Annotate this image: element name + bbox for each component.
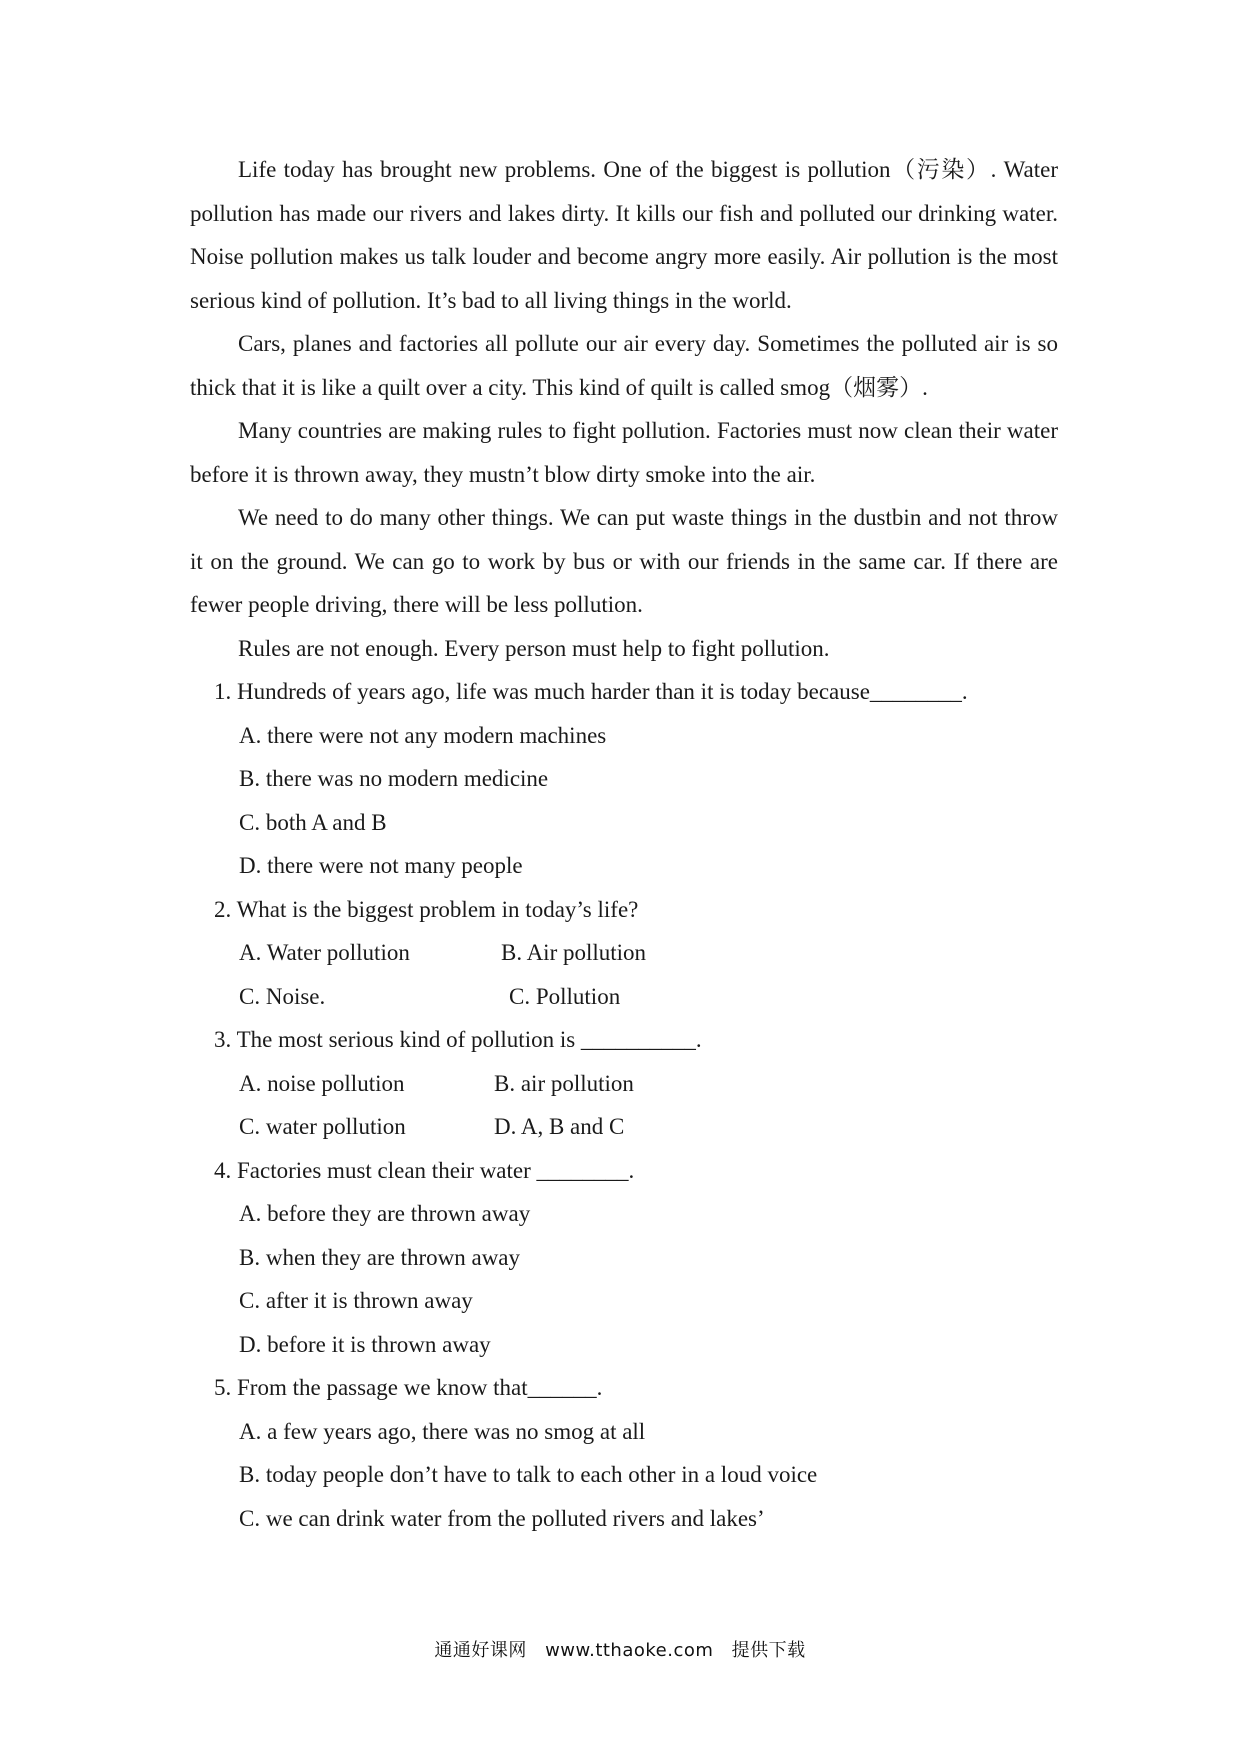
question-3-option-a: A. noise pollution xyxy=(239,1070,405,1096)
question-3-options-row-1 xyxy=(190,1062,1058,1106)
document-body xyxy=(190,148,1058,1540)
question-3-option-c: C. water pollution xyxy=(239,1114,406,1139)
question-3-stem: 3. The most serious kind of pollution is __________. xyxy=(214,1027,702,1052)
question-1-option-b: B. there was no modern medicine xyxy=(239,766,549,791)
question-1-option-c: C. both A and B xyxy=(239,809,387,835)
question-1-option-a: A. there were not any modern machines xyxy=(239,722,607,748)
question-2-stem: 2. What is the biggest problem in today’s life? xyxy=(214,896,639,922)
question-2-option-d: C. Pollution xyxy=(509,983,621,1009)
passage-paragraph-4: We need to do many other things. We can put waste things in the dustbin and not throw it on the ground. We can go to work by bus or with our friends in the same car. If there are fewer people driving, there will be less pollution. xyxy=(190,505,1058,617)
passage-paragraph-1: Life today has brought new problems. One of the biggest is pollution（污染）. Water pollution has made our rivers and lakes dirty. It kills our fish and polluted our drinking water. Noise pollution makes us talk louder and become angry more easily. Air pollution is the most serious kind of pollution. It’s bad to all living things in the world. xyxy=(190,157,1058,313)
question-2-option-a: A. Water pollution xyxy=(239,940,410,965)
question-4-option-c: C. after it is thrown away xyxy=(239,1288,473,1313)
question-3-option-b: B. air pollution xyxy=(494,1070,634,1096)
footer-note: 提供下载 xyxy=(731,1640,806,1661)
question-1-stem: 1. Hundreds of years ago, life was much harder than it is today because________. xyxy=(214,679,968,704)
question-4-option-d: D. before it is thrown away xyxy=(239,1331,491,1357)
question-5-option-a: A. a few years ago, there was no smog at all xyxy=(239,1418,646,1444)
question-3-options-row-2 xyxy=(190,1105,1058,1149)
question-1-option-d: D. there were not many people xyxy=(239,853,523,878)
question-5-stem: 5. From the passage we know that______. xyxy=(214,1375,603,1400)
question-4-option-a: A. before they are thrown away xyxy=(239,1201,531,1226)
passage-paragraph-3: Many countries are making rules to fight pollution. Factories must now clean their water before it is thrown away, they mustn’t blow dirty smoke into the air. xyxy=(190,418,1058,487)
question-4-option-b: B. when they are thrown away xyxy=(239,1244,521,1270)
passage-paragraph-5: Rules are not enough. Every person must help to fight pollution. xyxy=(238,635,830,661)
question-3-option-d: D. A, B and C xyxy=(494,1114,625,1139)
page-footer xyxy=(0,1636,1240,1662)
question-2-options-row-2 xyxy=(190,975,1058,1019)
question-5-option-c: C. we can drink water from the polluted rivers and lakes’ xyxy=(239,1505,765,1531)
question-5-option-b: B. today people don’t have to talk to each other in a loud voice xyxy=(239,1462,818,1487)
question-2-options-row-1 xyxy=(190,931,1058,975)
question-4-stem: 4. Factories must clean their water ________. xyxy=(214,1157,635,1183)
question-2-option-b: B. Air pollution xyxy=(501,940,647,965)
passage-paragraph-2: Cars, planes and factories all pollute our air every day. Sometimes the polluted air is so thick that it is like a quilt over a city. This kind of quilt is called smog（烟雾）. xyxy=(190,331,1058,400)
footer-site-name: 通通好课网 xyxy=(434,1640,527,1661)
footer-url-link[interactable]: www.tthaoke.com xyxy=(545,1640,714,1661)
question-2-option-c: C. Noise. xyxy=(239,983,326,1009)
